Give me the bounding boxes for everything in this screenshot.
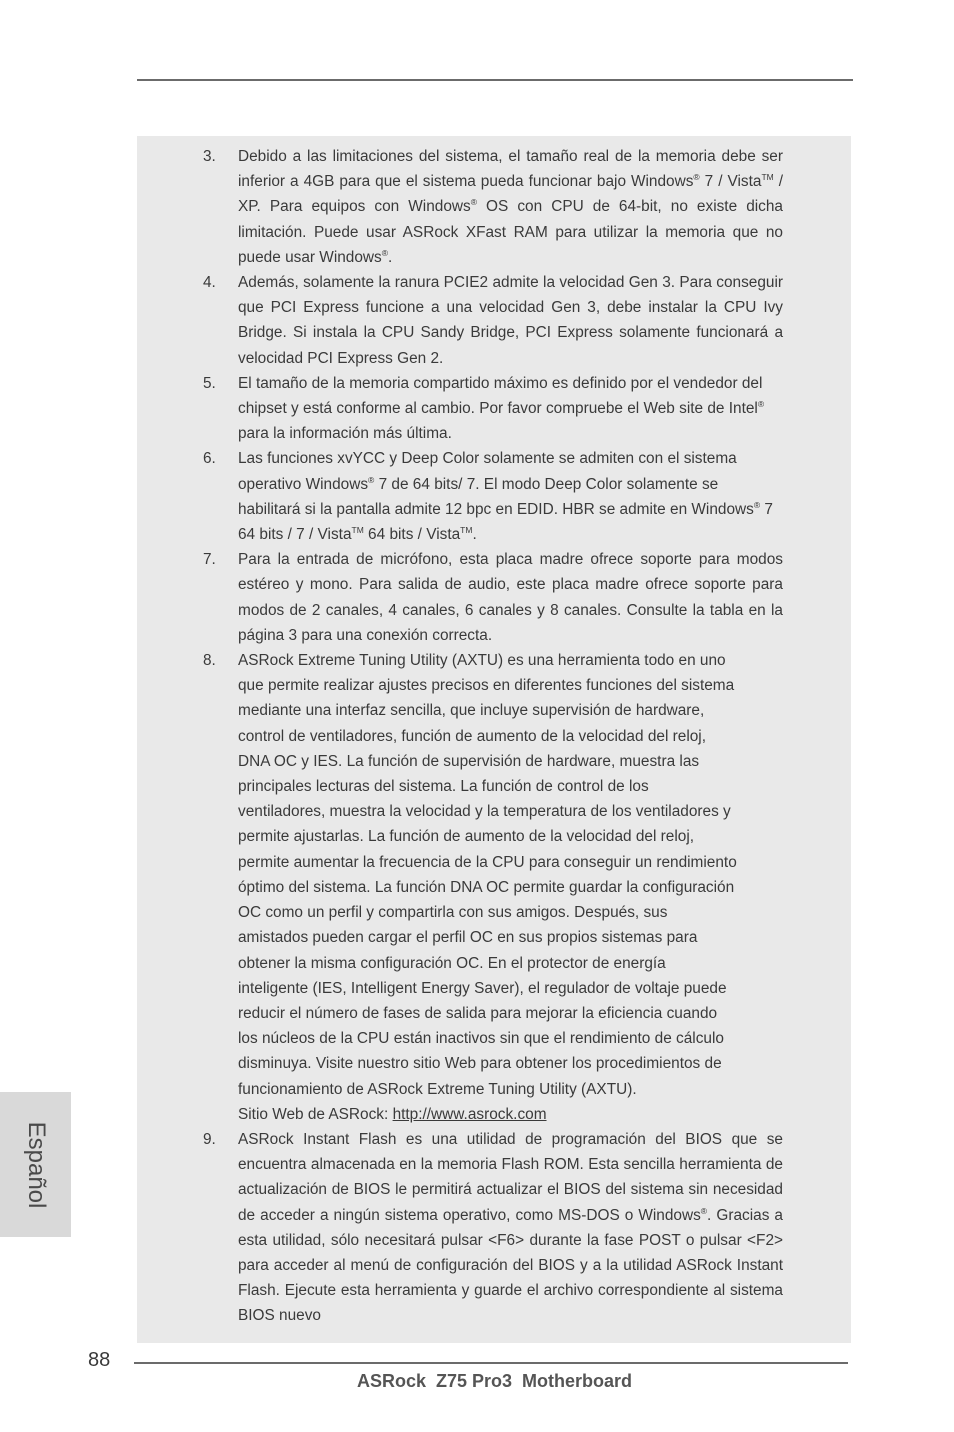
item-text: El tamaño de la memoria compartido máximo es definido por el vendedor del chipset y está conforme al cambio. Por favor compruebe el Web site de Intel® para la información más última. <box>238 374 765 443</box>
list-item <box>137 1127 783 1329</box>
list-item <box>137 547 783 648</box>
registered-mark: ® <box>470 197 477 208</box>
list-item <box>137 446 783 547</box>
item-number: 9. <box>203 1130 216 1148</box>
registered-mark: ® <box>693 172 700 183</box>
registered-mark: ® <box>757 399 765 410</box>
asrock-website-link[interactable]: http://www.asrock.com <box>392 1105 547 1123</box>
registered-mark: ® <box>700 1205 708 1216</box>
list-item <box>137 270 783 371</box>
list-item <box>137 648 783 1127</box>
registered-mark: ® <box>368 474 375 485</box>
item-number: 4. <box>203 274 216 292</box>
language-tab <box>0 1092 71 1237</box>
item-number: 7. <box>203 551 216 569</box>
item-number: 5. <box>203 374 216 392</box>
language-tab-label: Español <box>22 1121 50 1208</box>
registered-mark: ® <box>381 247 388 258</box>
footer-rule <box>134 1362 848 1364</box>
footer-title: ASRock Z75 Pro3 Motherboard <box>357 1371 633 1391</box>
notes-list <box>137 144 851 1329</box>
item-text: Para la entrada de micrófono, esta placa madre ofrece soporte para modos estéreo y mono. Para salida de audio, este placa madre ofrece soporte para modos de 2 canales, 4 canales, 6 canales y 8 canales. Consulte la tabla en la página 3 para una conexión correcta. <box>238 551 783 644</box>
item-number: 6. <box>203 450 216 468</box>
item-text: Debido a las limitaciones del sistema, el tamaño real de la memoria debe ser inferior a 4GB para que el sistema pueda funcionar bajo Windows® 7 / Vista™ / XP. Para equipos con Windows® OS con CPU de 64-bit, no existe dicha limitación. Puede usar ASRock XFast RAM para utilizar la memoria que no puede usar Windows®. <box>238 148 783 266</box>
notes-panel <box>137 136 851 1343</box>
header-rule <box>137 79 853 81</box>
registered-mark: ® <box>753 499 761 510</box>
item-text: ASRock Instant Flash es una utilidad de programación del BIOS que se encuentra almacenada en la memoria Flash ROM. Esta sencilla herramienta de actualización de BIOS le permitirá actualizar el BIOS del sistema sin necesidad de acceder a ningún sistema operativo, como MS-DOS o Windows®. Gracias a esta utilidad, sólo necesitará pulsar <F6> durante la fase POST o pulsar <F2> para acceder al menú de configuración del BIOS y a la utilidad ASRock Instant Flash. Ejecute esta herramienta y guarde el archivo correspondiente al sistema BIOS nuevo <box>238 1130 783 1325</box>
trademark-mark: TM <box>460 525 473 536</box>
item-number: 8. <box>203 652 216 670</box>
trademark-mark: TM <box>351 525 364 536</box>
item-text: ASRock Extreme Tuning Utility (AXTU) es una herramienta todo en uno que permite realizar ajustes precisos en diferentes funciones del sistema mediante una interfaz sencilla, que incluye supervisión de hardware, control de ventiladores, función de aumento de la velocidad del reloj, DNA OC y IES. La función de supervisión de hardware, muestra las principales lecturas del sistema. La función de control de los ventiladores, muestra la velocidad y la temperatura de los ventiladores y permite ajustarlas. La función de aumento de la velocidad del reloj, permite aumentar la frecuencia de la CPU para conseguir un rendimiento óptimo del sistema. La función DNA OC permite guardar la configuración OC como un perfil y compartirla con sus amigos. Después, sus amistados pueden cargar el perfil OC en sus propios sistemas para obtener la misma configuración OC. En el protector de energía inteligente (IES, Intelligent Energy Saver), el regulador de voltaje puede reducir el número de fases de salida para mejorar la eficiencia cuando los núcleos de la CPU están inactivos sin que el rendimiento de cálculo disminuya. Visite nuestro sitio Web para obtener los procedimientos de funcionamiento de ASRock Extreme Tuning Utility (AXTU). Sitio Web de ASRock: http://www.asrock.com <box>238 648 783 1127</box>
item-text: Además, solamente la ranura PCIE2 admite la velocidad Gen 3. Para conseguir que PCI Express funcione a una velocidad Gen 3, debe instalar la CPU Ivy Bridge. Si instala la CPU Sandy Bridge, PCI Express solamente funcionará a velocidad PCI Express Gen 2. <box>238 274 783 367</box>
item-text: Las funciones xvYCC y Deep Color solamente se admiten con el sistema operativo Windows® 7 de 64 bits/ 7. El modo Deep Color solamente se habilitará si la pantalla admite 12 bpc en EDID. HBR se admite en Windows® 7 64 bits / 7 / Vista™ 64 bits / Vista™. <box>238 450 773 544</box>
list-item <box>137 144 783 270</box>
item-number: 3. <box>203 148 216 165</box>
list-item <box>137 371 783 447</box>
website-line: Sitio Web de ASRock: http://www.asrock.com <box>238 1105 547 1123</box>
trademark-mark: TM <box>761 172 774 183</box>
page-number: 88 <box>88 1349 111 1371</box>
